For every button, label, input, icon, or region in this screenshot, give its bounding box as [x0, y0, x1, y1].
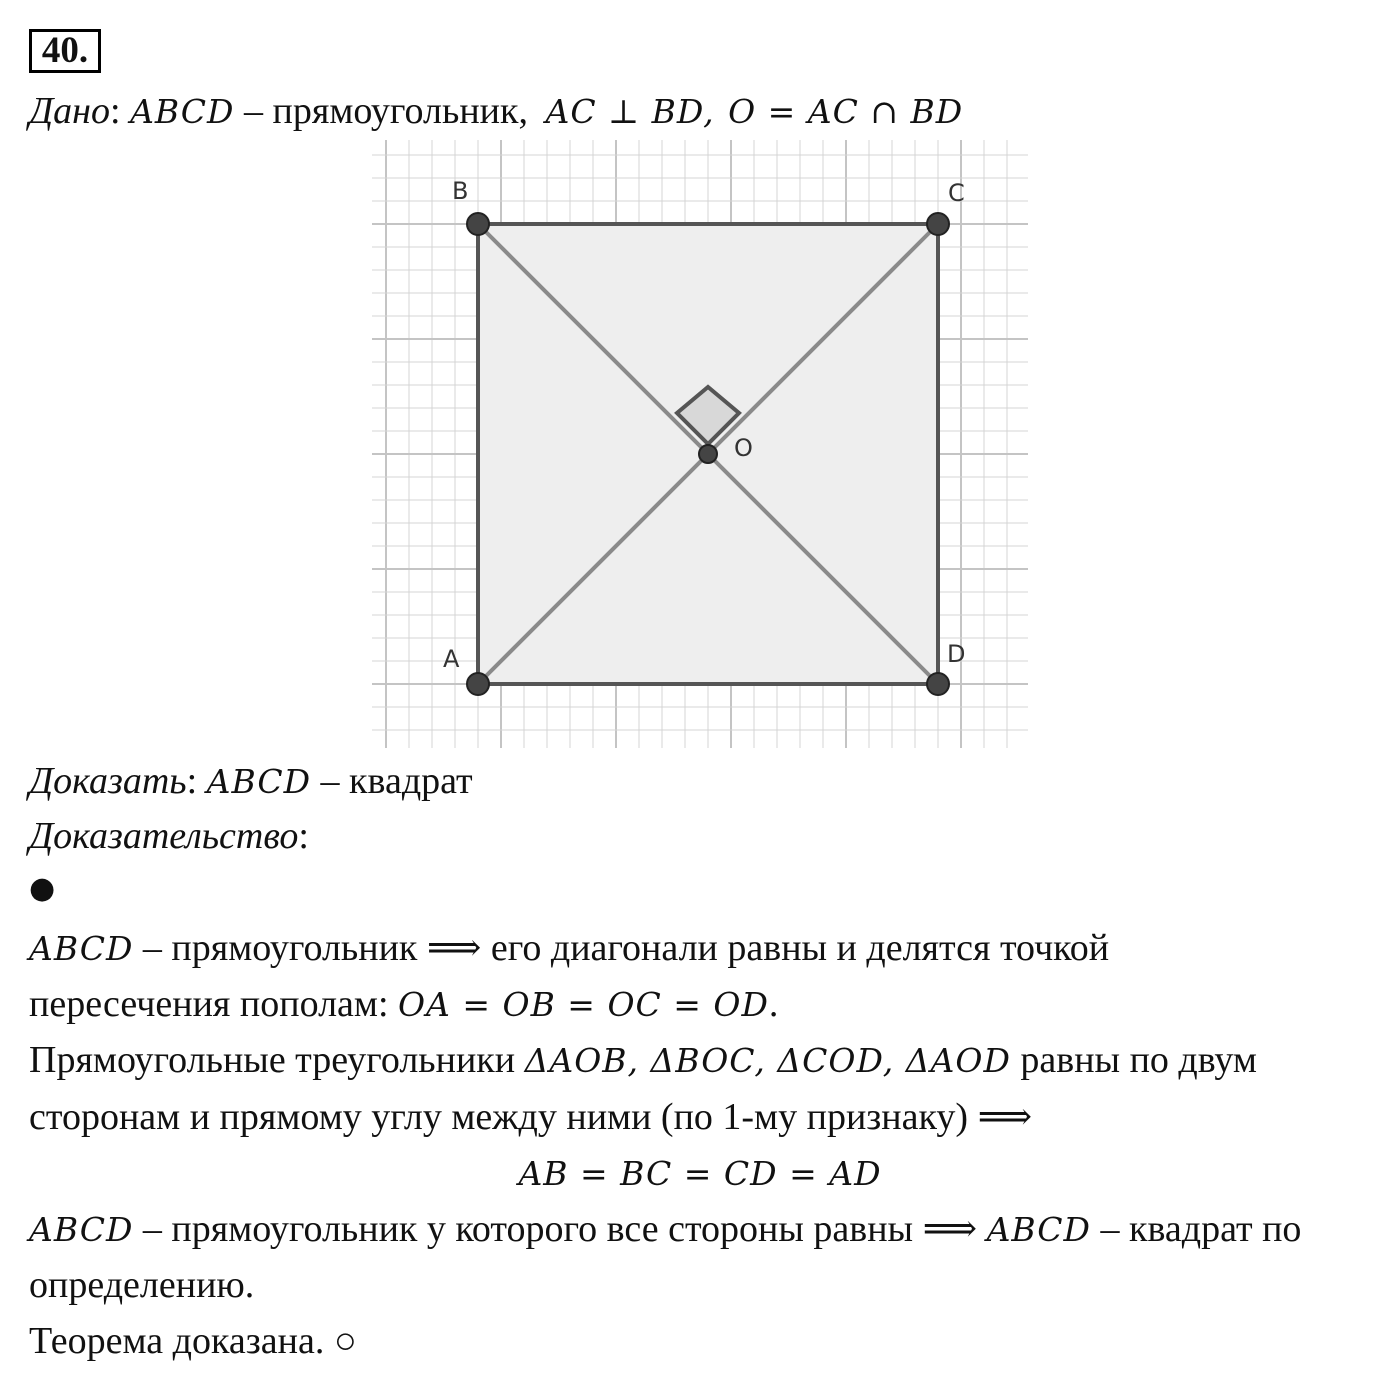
proof-line-1 — [29, 929, 1109, 967]
given-figure: ABCD — [130, 92, 235, 131]
proof-line-8 — [29, 1322, 357, 1360]
given-text: прямоугольник, — [272, 90, 528, 132]
proof-heading — [29, 817, 309, 855]
problem-number: 40. — [29, 29, 101, 73]
label-c: C — [948, 179, 965, 207]
proof-l1-math: ABCD — [29, 929, 134, 968]
proof-l7-text: определению. — [29, 1264, 255, 1306]
proof-l2-end: . — [768, 983, 779, 1025]
proof-line-3 — [29, 1041, 1257, 1079]
proof-colon: : — [298, 815, 309, 857]
proof-line-7 — [29, 1266, 254, 1304]
square-diagram — [372, 140, 1028, 748]
proof-l3-end: равны по двум — [1010, 1039, 1257, 1081]
given-line — [29, 92, 963, 130]
proof-line-2 — [29, 985, 778, 1023]
prove-text: – квадрат — [311, 760, 473, 802]
given-condition-perpendicular: AC ⊥ BD, — [545, 92, 715, 131]
proof-label: Доказательство — [29, 815, 299, 857]
proof-l8-text: Теорема доказана. ○ — [29, 1320, 357, 1362]
proof-l3-math: ΔAOB, ΔBOC, ΔCOD, ΔAOD — [524, 1041, 1011, 1080]
given-dash: – — [234, 90, 273, 132]
prove-figure: ABCD — [206, 762, 312, 801]
proof-l6-end: – квадрат по — [1090, 1208, 1302, 1250]
proof-l6-math1: ABCD — [29, 1210, 134, 1249]
label-d: D — [947, 640, 966, 668]
point-a — [467, 673, 489, 695]
prove-line — [29, 762, 473, 800]
proof-l6-math2: ABCD — [986, 1210, 1091, 1249]
given-colon: : — [110, 90, 121, 132]
label-a: A — [443, 645, 460, 673]
proof-line-4 — [29, 1098, 1032, 1136]
proof-l4-text: сторонам и прямому углу между ними (по 1-му признаку) ⟹ — [29, 1096, 1033, 1138]
proof-l2-math: OA = OB = OC = OD — [398, 985, 769, 1024]
proof-l5-math: AB = BC = CD = AD — [518, 1154, 882, 1193]
proof-line-5 — [0, 1154, 1400, 1192]
proof-l1-text: – прямоугольник ⟹ его диагонали равны и делятся точкой — [133, 927, 1110, 969]
label-o: O — [734, 434, 753, 462]
proof-line-6 — [29, 1210, 1301, 1248]
prove-colon: : — [186, 760, 198, 802]
given-label: Дано — [29, 90, 111, 132]
label-b: B — [452, 177, 469, 205]
point-d — [927, 673, 949, 695]
proof-bullet: ● — [29, 871, 56, 906]
prove-label: Доказать — [29, 760, 187, 802]
proof-l6-text: – прямоугольник у которого все стороны равны ⟹ — [133, 1208, 987, 1250]
proof-l3-text: Прямоугольные треугольники — [29, 1039, 525, 1081]
given-condition-intersection: O = AC ∩ BD — [728, 92, 964, 131]
proof-l2-text: пересечения пополам: — [29, 983, 398, 1025]
point-o — [699, 445, 717, 463]
point-c — [927, 213, 949, 235]
point-b — [467, 213, 489, 235]
